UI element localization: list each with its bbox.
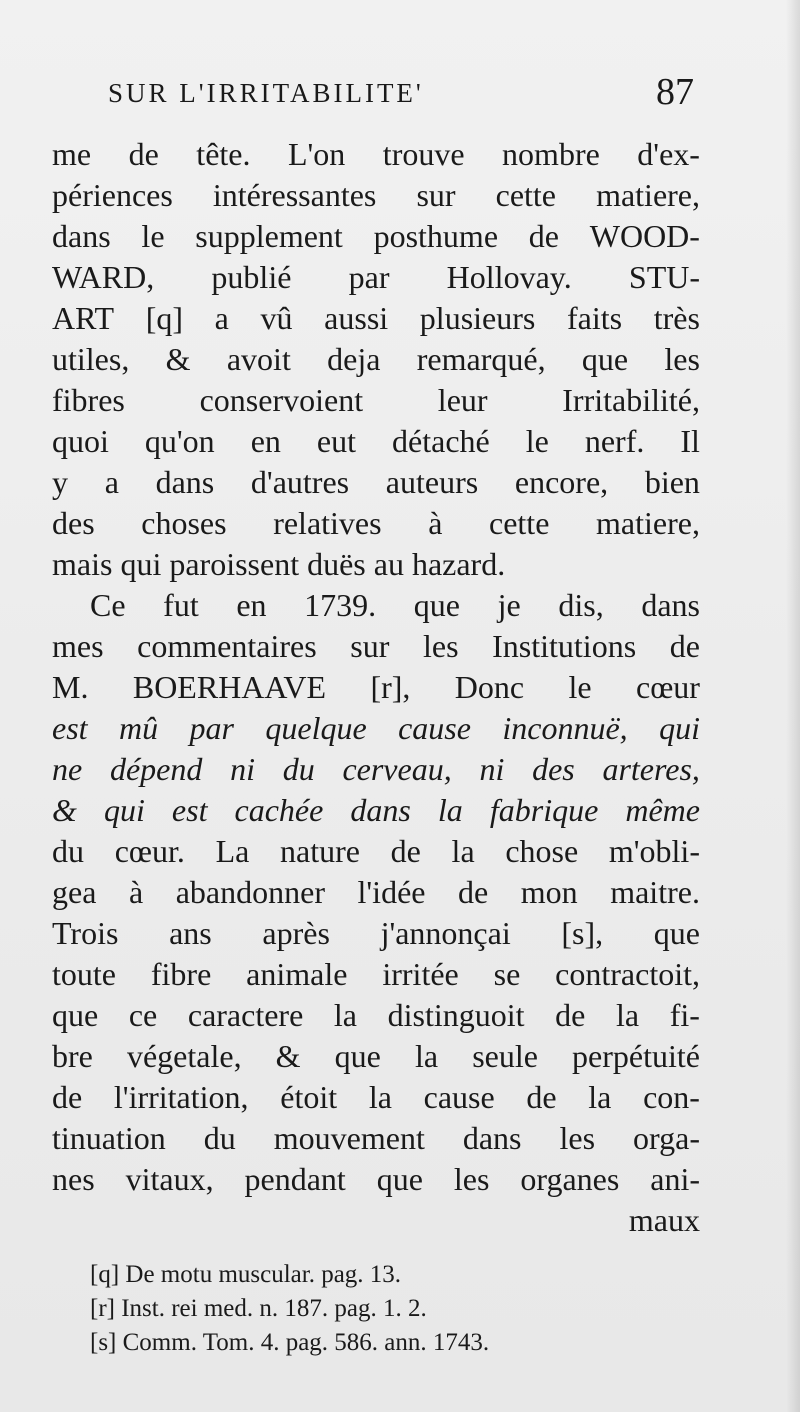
text-line: périences intéressantes sur cette matiere, — [52, 177, 700, 213]
text-line: y a dans d'autres auteurs encore, bien — [52, 464, 700, 500]
running-head — [108, 70, 698, 120]
text-line: Trois ans après j'annonçai [s], que — [52, 915, 700, 951]
text-line: fibres conservoient leur Irritabilité, — [52, 382, 700, 418]
italic-quote-line: est mû par quelque cause inconnuë, qui — [52, 710, 700, 746]
text-line: des choses relatives à cette matiere, — [52, 505, 700, 541]
paragraph-start-line: Ce fut en 1739. que je dis, dans — [90, 587, 700, 623]
footnote-r: [r] Inst. rei med. n. 187. pag. 1. 2. — [90, 1295, 427, 1322]
text-line: mes commentaires sur les Institutions de — [52, 628, 700, 664]
text-line: me de tête. L'on trouve nombre d'ex- — [52, 136, 700, 172]
text-line: que ce caractere la distinguoit de la fi- — [52, 997, 700, 1033]
text-line: utiles, & avoit deja remarqué, que les — [52, 341, 700, 377]
text-line: toute fibre animale irritée se contractoit, — [52, 956, 700, 992]
text-line: tinuation du mouvement dans les orga- — [52, 1120, 700, 1156]
page-number: 87 — [656, 71, 694, 113]
body-text — [52, 134, 700, 1241]
text-line: WARD, publié par Hollovay. STU- — [52, 259, 700, 295]
text-line: M. BOERHAAVE [r], Donc le cœur — [52, 669, 700, 705]
footnotes — [90, 1258, 710, 1360]
italic-quote-line: ne dépend ni du cerveau, ni des arteres, — [52, 751, 700, 787]
footnote-s: [s] Comm. Tom. 4. pag. 586. ann. 1743. — [90, 1329, 490, 1356]
text-line: bre végetale, & que la seule perpétuité — [52, 1038, 700, 1074]
running-head-title: SUR L'IRRITABILITE' — [108, 78, 424, 108]
text-line: ART [q] a vû aussi plusieurs faits très — [52, 300, 700, 336]
text-line: gea à abandonner l'idée de mon maitre. — [52, 874, 700, 910]
text-line: quoi qu'on en eut détaché le nerf. Il — [52, 423, 700, 459]
text-line: dans le supplement posthume de WOOD- — [52, 218, 700, 254]
text-line: nes vitaux, pendant que les organes ani- — [52, 1161, 700, 1197]
text-line: mais qui paroissent duës au hazard. — [52, 546, 506, 582]
italic-quote-line: & qui est cachée dans la fabrique même — [52, 792, 700, 828]
page-edge-shadow — [786, 0, 800, 1412]
footnote-q: [q] De motu muscular. pag. 13. — [90, 1261, 402, 1288]
catchword: maux — [628, 1202, 700, 1238]
text-line: du cœur. La nature de la chose m'obli- — [52, 833, 700, 869]
text-line: de l'irritation, étoit la cause de la con- — [52, 1079, 700, 1115]
